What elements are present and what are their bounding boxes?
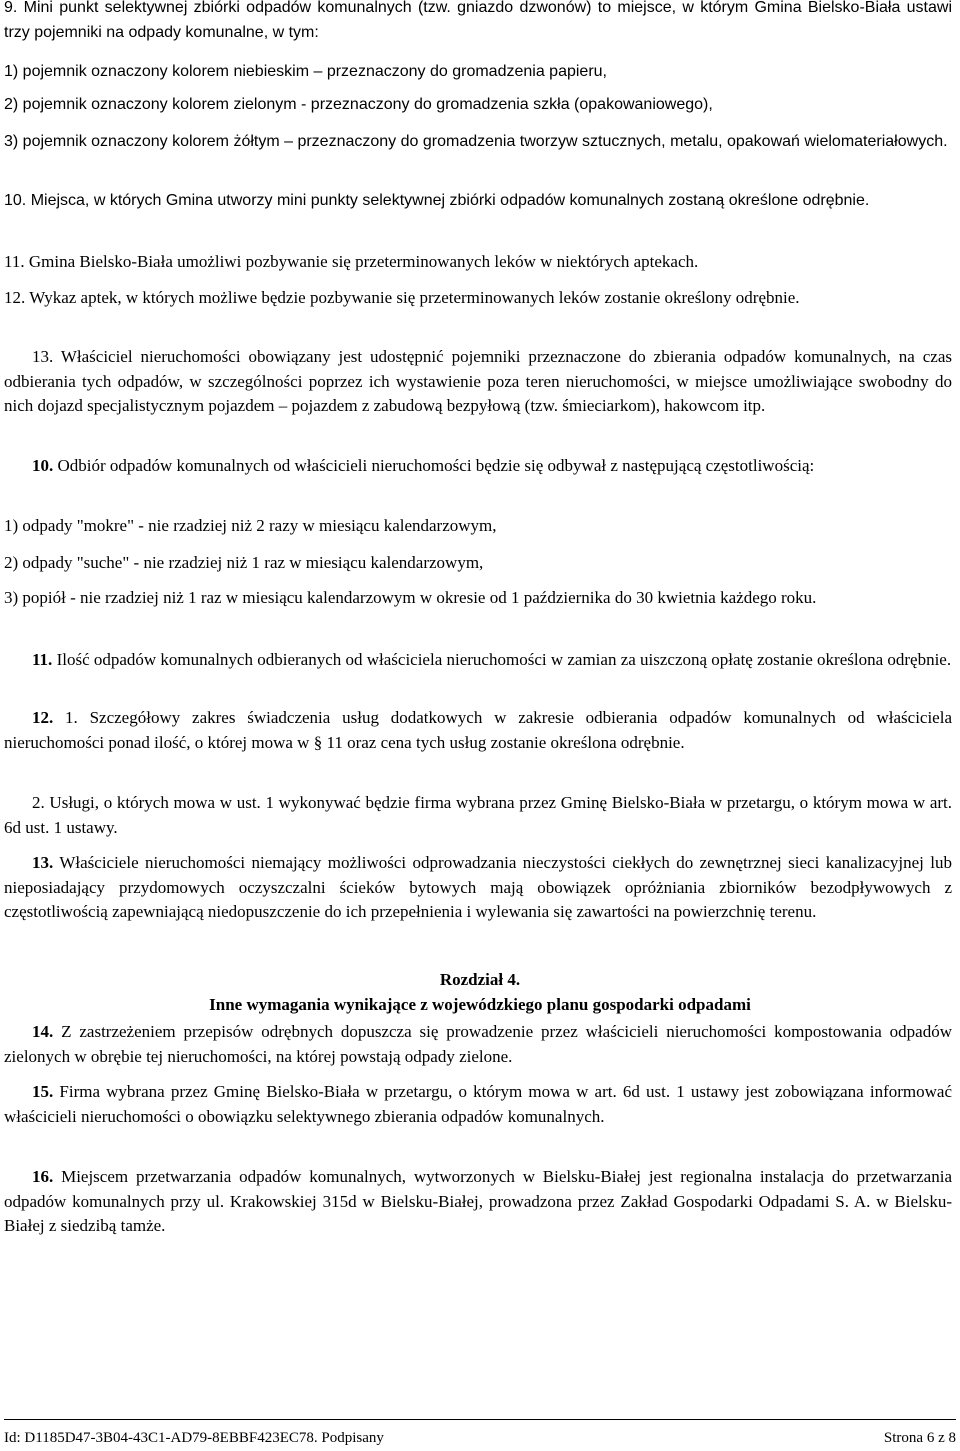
- section-16-text: Miejscem przetwarzania odpadów komunalnych, wytworzonych w Bielsku-Białej jest regionalna instalacja do przetwarzania odpadów komunalnych przy ul. Krakowskiej 315d w Bielsku-Białej, prowadzona przez Zakład Gospodarki Odpadami S. A. w Bielsku-Białej z siedzibą tamże.: [4, 1167, 952, 1235]
- paragraph-9-item-1: 1) pojemnik oznaczony kolorem niebieskim – przeznaczony do gromadzenia papieru,: [4, 63, 607, 80]
- document-id: Id: D1185D47-3B04-43C1-AD79-8EBBF423EC78. Podpisany: [4, 1430, 384, 1446]
- paragraph-11: 11. Gmina Bielsko-Biała umożliwi pozbywanie się przeterminowanych leków w niektórych aptekach.: [4, 252, 699, 271]
- section-14-number: 14.: [32, 1022, 54, 1041]
- section-10-text: Odbiór odpadów komunalnych od właścicieli nieruchomości będzie się odbywał z następującą częstotliwością:: [53, 456, 815, 475]
- paragraph-9-item-3: 3) pojemnik oznaczony kolorem żółtym – przeznaczony do gromadzenia tworzyw sztucznych, metalu, opakowań wielomateriałowych.: [4, 133, 948, 150]
- chapter-subtitle: Inne wymagania wynikające z wojewódzkiego planu gospodarki odpadami: [209, 995, 751, 1014]
- section-15: [4, 1080, 952, 1129]
- section-12-text: 1. Szczegółowy zakres świadczenia usług dodatkowych w zakresie odbierania odpadów komunalnych od właściciela nieruchomości ponad ilość, o której mowa w § 11 oraz cena tych usług zostanie określona odrębnie.: [4, 708, 952, 752]
- section-12: [4, 706, 952, 755]
- section-11-text: Ilość odpadów komunalnych odbieranych od właściciela nieruchomości w zamian za uiszczoną opłatę zostanie określona odrębnie.: [52, 650, 952, 669]
- chapter-title: Rozdział 4.: [439, 970, 521, 989]
- section-13-number: 13.: [32, 853, 54, 872]
- section-11-number: 11.: [32, 650, 53, 669]
- paragraph-9-item-2: 2) pojemnik oznaczony kolorem zielonym - przeznaczony do gromadzenia szkła (opakowaniowego),: [4, 96, 713, 113]
- paragraph-9: 9. Mini punkt selektywnej zbiórki odpadów komunalnych (tzw. gniazdo dzwonów) to miejsce, w którym Gmina Bielsko-Biała ustawi trzy pojemniki na odpady komunalne, w tym:: [4, 0, 952, 41]
- section-13-text: Właściciele nieruchomości niemający możliwości odprowadzania nieczystości ciekłych do zewnętrznej sieci kanalizacyjnej lub nieposiadający przydomowych oczyszczalni ścieków bytowych mają obowiązek opróżniania zbiorników bezodpływowych z częstotliwością zapewniającą niedopuszczenie do ich przepełnienia i wylewania się zawartości na powierzchnię terenu.: [4, 853, 952, 921]
- section-14: [4, 1020, 952, 1069]
- paragraph-10: 10. Miejsca, w których Gmina utworzy mini punkty selektywnej zbiórki odpadów komunalnych zostaną określone odrębnie.: [4, 192, 870, 209]
- section-13: [4, 851, 952, 925]
- section-12-item-2: 2. Usługi, o których mowa w ust. 1 wykonywać będzie firma wybrana przez Gminę Bielsko-Biała w przetargu, o którym mowa w art. 6d ust. 1 ustawy.: [4, 793, 952, 837]
- paragraph-13: 13. Właściciel nieruchomości obowiązany jest udostępnić pojemniki przeznaczone do zbierania odpadów komunalnych, na czas odbierania tych odpadów, w szczególności poprzez ich wystawienie poza teren nieruchomości, w miejsce umożliwiające swobodny do nich dojazd specjalistycznym pojazdem – pojazdem z zabudową bezpyłową (tzw. śmieciarkom), hakowcom itp.: [4, 347, 952, 415]
- paragraph-12: 12. Wykaz aptek, w których możliwe będzie pozbywanie się przeterminowanych leków zostanie określony odrębnie.: [4, 288, 800, 307]
- section-16: [4, 1165, 952, 1239]
- section-14-text: Z zastrzeżeniem przepisów odrębnych dopuszcza się prowadzenie przez właścicieli nieruchomości kompostowania odpadów zielonych w obrębie tej nieruchomości, na której powstają odpady zielone.: [4, 1022, 952, 1066]
- section-11: [4, 648, 952, 673]
- footer-divider: [4, 1419, 956, 1420]
- section-16-number: 16.: [32, 1167, 54, 1186]
- section-10-item-2: 2) odpady "suche" - nie rzadziej niż 1 raz w miesiącu kalendarzowym,: [4, 553, 484, 572]
- page-number: Strona 6 z 8: [883, 1430, 956, 1446]
- section-15-text: Firma wybrana przez Gminę Bielsko-Biała w przetargu, o którym mowa w art. 6d ust. 1 ustawy jest zobowiązana informować właścicieli nieruchomości o obowiązku selektywnego zbierania odpadów komunalnych.: [4, 1082, 952, 1126]
- section-15-number: 15.: [32, 1082, 54, 1101]
- section-12-number: 12.: [32, 708, 54, 727]
- section-10: [4, 454, 952, 479]
- section-10-item-3: 3) popiół - nie rzadziej niż 1 raz w miesiącu kalendarzowym w okresie od 1 października do 30 kwietnia każdego roku.: [4, 588, 817, 607]
- section-10-number: 10.: [32, 456, 54, 475]
- section-10-item-1: 1) odpady "mokre" - nie rzadziej niż 2 razy w miesiącu kalendarzowym,: [4, 516, 497, 535]
